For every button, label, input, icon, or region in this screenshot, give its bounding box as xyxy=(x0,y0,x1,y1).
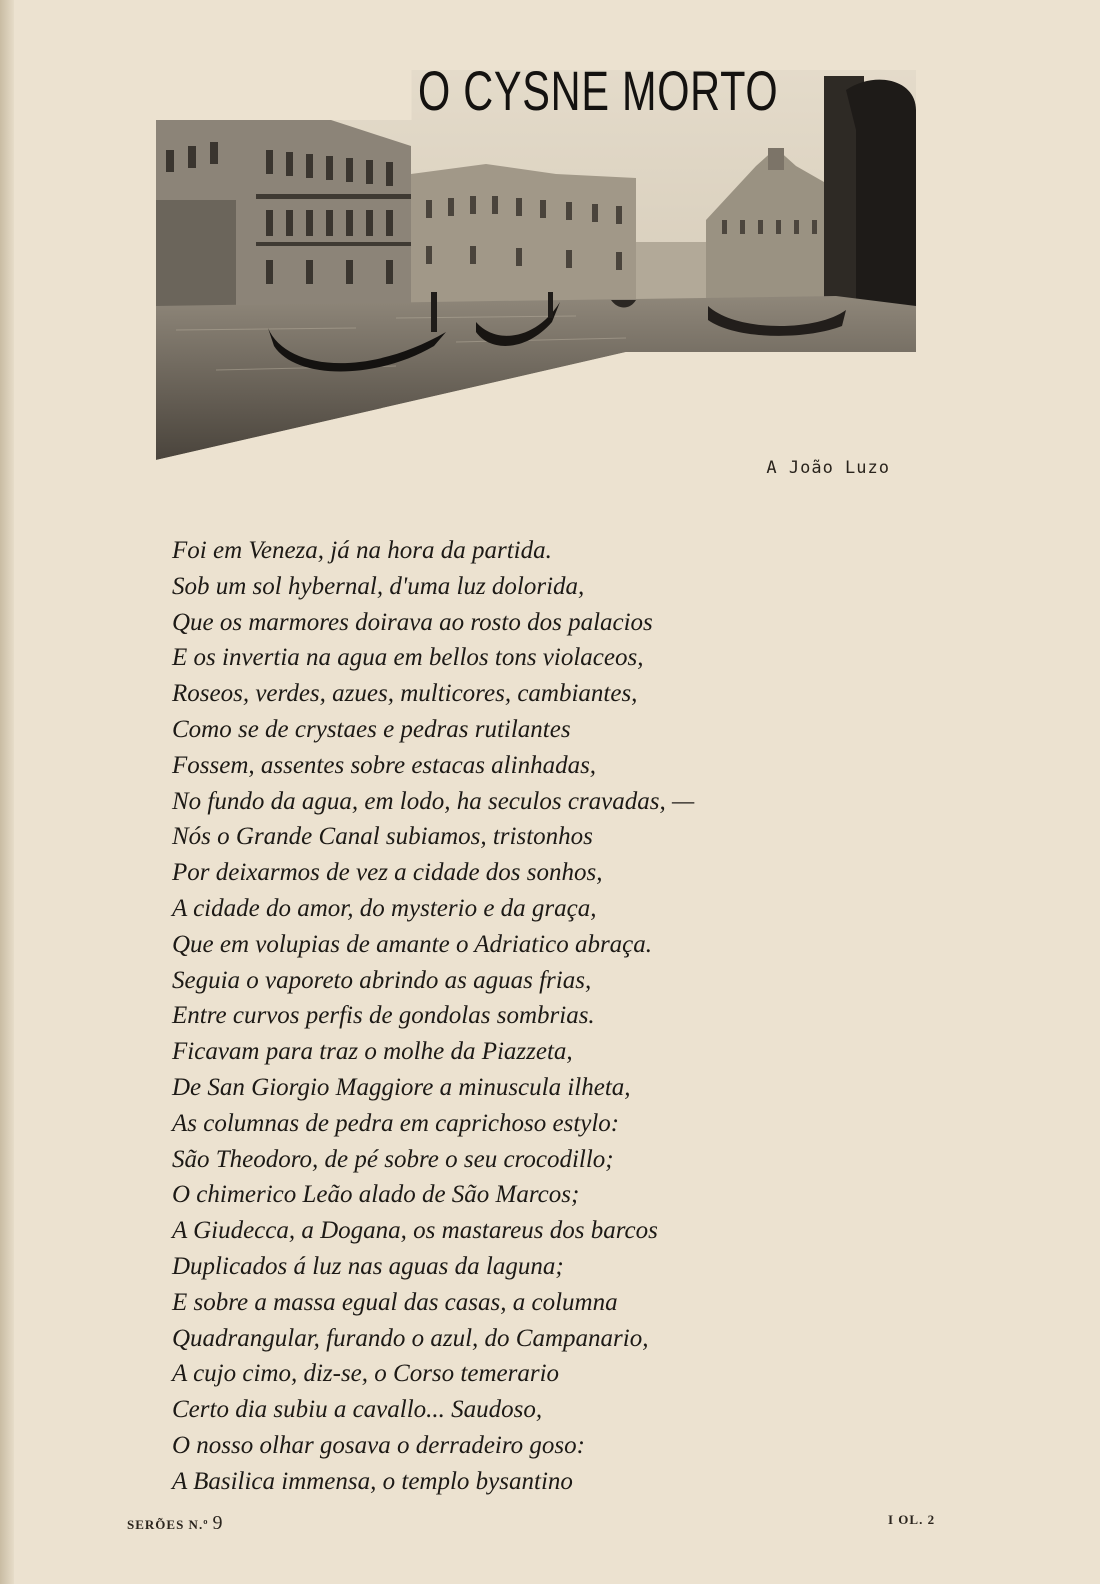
poem-line: A cujo cimo, diz-se, o Corso temerario xyxy=(172,1360,560,1388)
poem-line: No fundo da agua, em lodo, ha seculos cravadas, — xyxy=(172,787,695,815)
poem-line: São Theodoro, de pé sobre o seu crocodillo; xyxy=(172,1145,614,1173)
poem-line: Que os marmores doirava ao rosto dos palacios xyxy=(172,608,653,636)
poem-line: Entre curvos perfis de gondolas sombrias. xyxy=(172,1002,595,1030)
poem-line: Que em volupias de amante o Adriatico abraça. xyxy=(172,930,653,958)
page-edge xyxy=(0,0,14,1584)
poem-line: Quadrangular, furando o azul, do Campanario, xyxy=(172,1324,649,1352)
poem-line: Ficavam para traz o molhe da Piazzeta, xyxy=(172,1038,573,1066)
poem-line: E sobre a massa egual das casas, a columna xyxy=(172,1288,618,1316)
poem-line: O chimerico Leão alado de São Marcos; xyxy=(172,1181,580,1209)
poem-line: Roseos, verdes, azues, multicores, cambiantes, xyxy=(172,680,638,708)
poem-line: Seguia o vaporeto abrindo as aguas frias, xyxy=(172,966,592,994)
footer-volume: I OL. 2 xyxy=(888,1512,936,1527)
poem-line: Nós o Grande Canal subiamos, tristonhos xyxy=(172,823,593,851)
poem-line: A Giudecca, a Dogana, os mastareus dos barcos xyxy=(172,1217,658,1245)
poem-line: Sob um sol hybernal, d'uma luz dolorida, xyxy=(172,572,585,600)
poem-line: Duplicados á luz nas aguas da laguna; xyxy=(172,1252,564,1280)
poem-title: O CYSNE MORTO xyxy=(418,59,779,122)
poem-line: De San Giorgio Maggiore a minuscula ilheta, xyxy=(172,1073,631,1101)
poem-line: O nosso olhar gosava o derradeiro goso: xyxy=(172,1431,585,1459)
poem-line: Certo dia subiu a cavallo... Saudoso, xyxy=(172,1396,543,1424)
venice-grand-canal-photograph xyxy=(156,70,916,462)
dedication: A João Luzo xyxy=(766,458,890,478)
poem-line: Por deixarmos de vez a cidade dos sonhos, xyxy=(172,859,603,887)
footer-issue-label: SERÕES N.º xyxy=(127,1517,209,1532)
poem-line: Como se de crystaes e pedras rutilantes xyxy=(172,715,571,743)
poem-line: A cidade do amor, do mysterio e da graça, xyxy=(172,894,597,922)
poem-body xyxy=(172,533,872,1500)
poem-line: E os invertia na agua em bellos tons violaceos, xyxy=(172,644,644,672)
footer-issue-number: 9 xyxy=(212,1512,224,1534)
poem-line: As columnas de pedra em caprichoso estylo: xyxy=(172,1109,620,1137)
poem-line: A Basilica immensa, o templo bysantino xyxy=(172,1467,573,1495)
poem-line: Fossem, assentes sobre estacas alinhadas, xyxy=(172,751,597,779)
footer-issue xyxy=(127,1512,223,1535)
poem-line: Foi em Veneza, já na hora da partida. xyxy=(172,537,552,564)
